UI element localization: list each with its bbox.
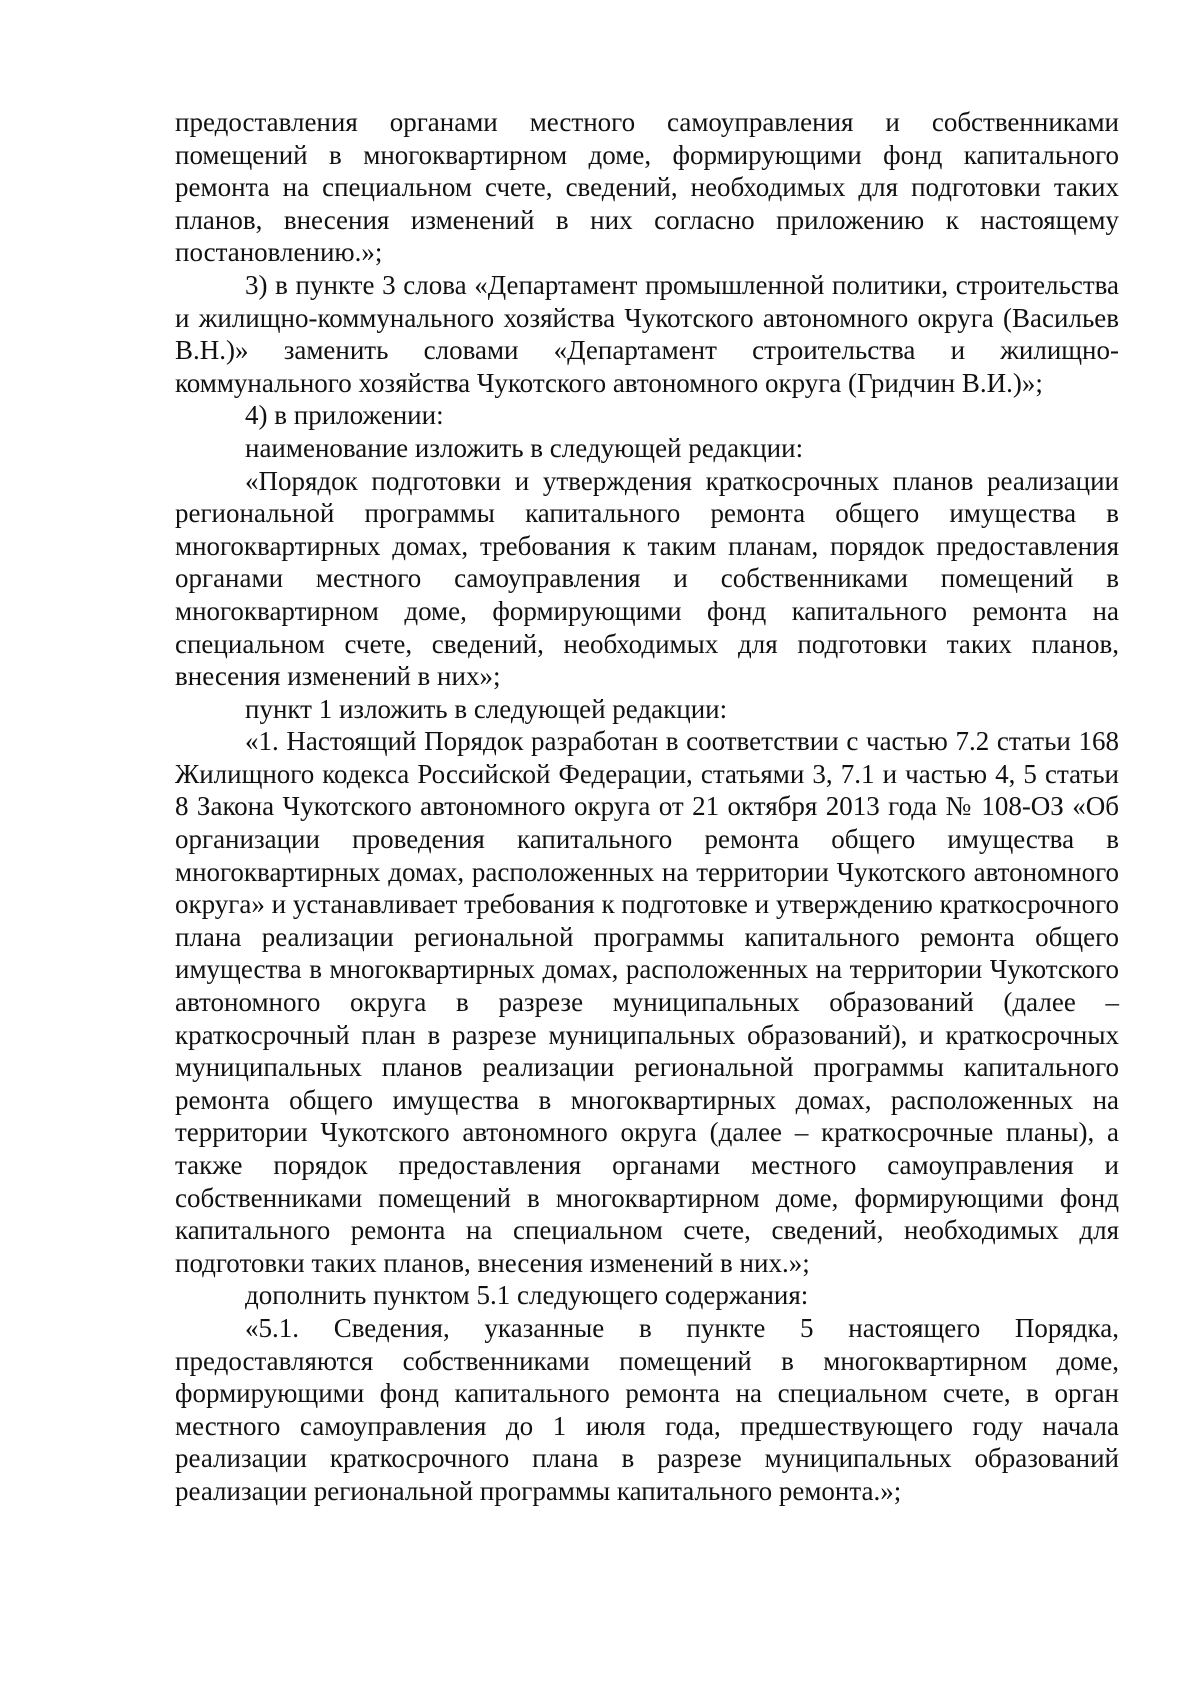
document-page bbox=[175, 106, 1119, 1508]
paragraph-item-4: 4) в приложении: bbox=[245, 400, 444, 431]
paragraph-name-edit: наименование изложить в следующей редакции: bbox=[245, 432, 804, 463]
paragraph-item-3: 3) в пункте 3 слова «Департамент промышленной политики, строительства и жилищно-коммунального хозяйства Чукотского автономного округа (Васильев В.Н.)» заменить словами «Департамент строительства и жилищно-коммунального хозяйства Чукотского автономного округа (Гридчин В.И.)»; bbox=[175, 269, 1119, 398]
paragraph-point-1-text: «1. Настоящий Порядок разработан в соответствии с частью 7.2 статьи 168 Жилищного кодекса Российской Федерации, статьями 3, 7.1 и частью 4, 5 статьи 8 Закона Чукотского автономного округа от 21 октября 2013 года № 108-ОЗ «Об организации проведения капитального ремонта общего имущества в многоквартирных домах, расположенных на территории Чукотского автономного округа» и устанавливает требования к подготовке и утверждению краткосрочного плана реализации региональной программы капитального ремонта общего имущества в многоквартирных домах, расположенных на территории Чукотского автономного округа в разрезе муниципальных образований (далее – краткосрочный план в разрезе муниципальных образований), и краткосрочных муниципальных планов реализации региональной программы капитального ремонта общего имущества в многоквартирных домах, расположенных на территории Чукотского автономного округа (далее – краткосрочные планы), а также порядок предоставления органами местного самоуправления и собственниками помещений в многоквартирном доме, формирующими фонд капитального ремонта на специальном счете, сведений, необходимых для подготовки таких планов, внесения изменений в них.»; bbox=[175, 726, 1119, 1278]
paragraph-point-1-edit: пункт 1 изложить в следующей редакции: bbox=[245, 693, 728, 724]
paragraph-new-name: «Порядок подготовки и утверждения краткосрочных планов реализации региональной программы капитального ремонта общего имущества в многоквартирных домах, требования к таким планам, порядок предоставления органами местного самоуправления и собственниками помещений в многоквартирном доме, формирующими фонд капитального ремонта на специальном счете, сведений, необходимых для подготовки таких планов, внесения изменений в них»; bbox=[175, 465, 1119, 692]
paragraph-continuation: предоставления органами местного самоуправления и собственниками помещений в многоквартирном доме, формирующими фонд капитального ремонта на специальном счете, сведений, необходимых для подготовки таких планов, внесения изменений в них согласно приложению к настоящему постановлению.»; bbox=[175, 107, 1119, 268]
paragraph-point-5-1-text: «5.1. Сведения, указанные в пункте 5 настоящего Порядка, предоставляются собственниками помещений в многоквартирном доме, формирующими фонд капитального ремонта на специальном счете, в орган местного самоуправления до 1 июля года, предшествующего году начала реализации краткосрочного плана в разрезе муниципальных образований реализации региональной программы капитального ремонта.»; bbox=[175, 1312, 1119, 1506]
paragraph-add-point-5-1: дополнить пунктом 5.1 следующего содержания: bbox=[245, 1280, 809, 1311]
